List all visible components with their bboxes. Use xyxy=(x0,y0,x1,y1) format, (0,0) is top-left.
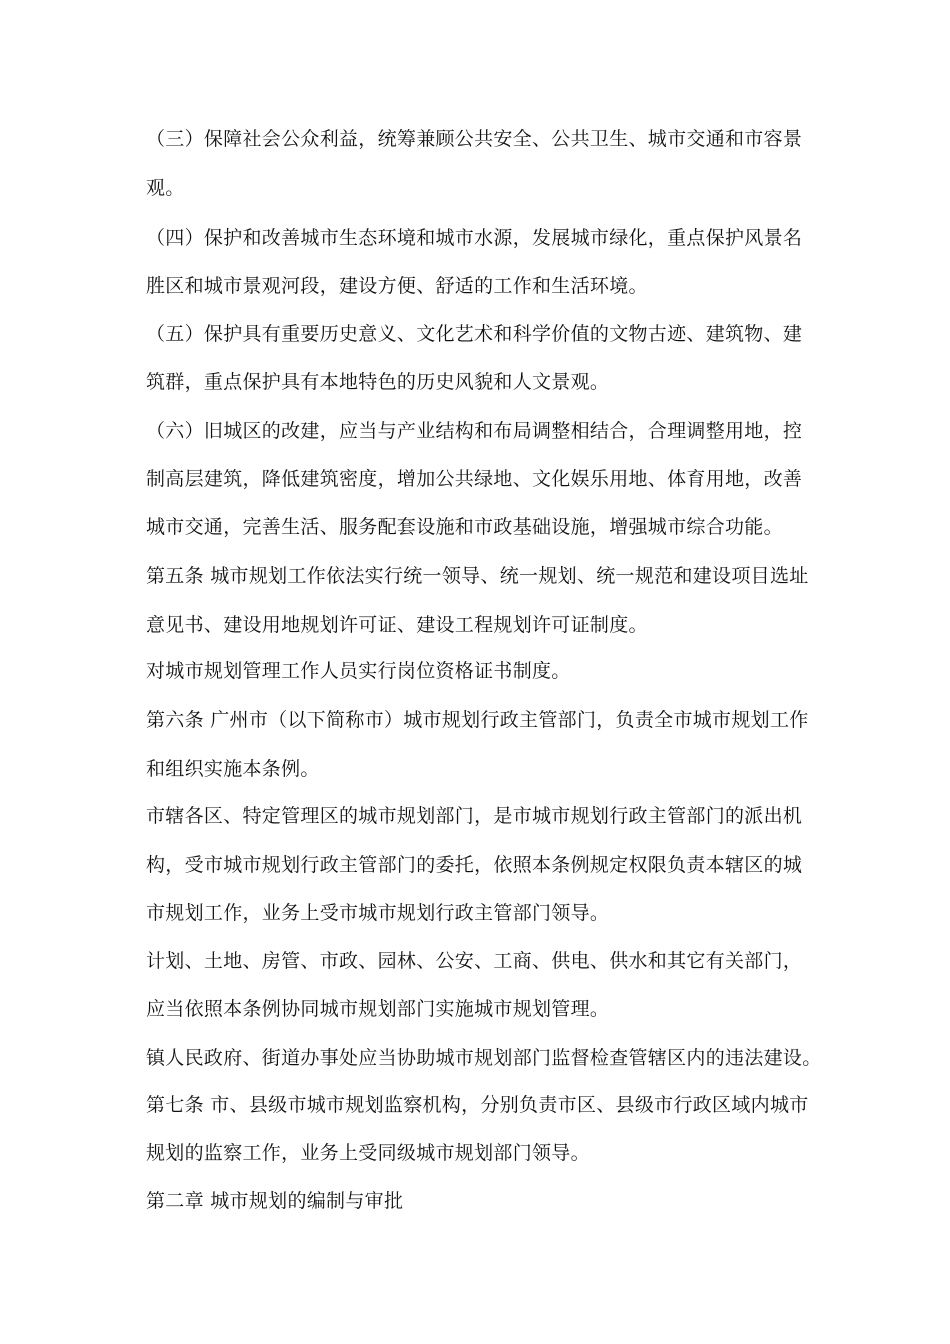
text-line: 市规划工作，业务上受市城市规划行政主管部门领导。 xyxy=(146,902,610,924)
article-line: 第七条 市、县级市城市规划监察机构，分别负责市区、县级市行政区域内城市 xyxy=(146,1094,809,1116)
text-line: 规划的监察工作，业务上受同级城市规划部门领导。 xyxy=(146,1142,590,1164)
text-line: （三）保障社会公众利益，统筹兼顾公共安全、公共卫生、城市交通和市容景 xyxy=(146,128,803,150)
text-line: 市辖各区、特定管理区的城市规划部门，是市城市规划行政主管部门的派出机 xyxy=(146,805,803,827)
text-line: 城市交通，完善生活、服务配套设施和市政基础设施，增强城市综合功能。 xyxy=(146,516,783,538)
text-line: （六）旧城区的改建，应当与产业结构和布局调整相结合，合理调整用地，控 xyxy=(146,420,803,442)
text-line: 意见书、建设用地规划许可证、建设工程规划许可证制度。 xyxy=(146,614,648,636)
text-line: 计划、土地、房管、市政、园林、公安、工商、供电、供水和其它有关部门， xyxy=(146,950,803,972)
chapter-heading: 第二章 城市规划的编制与审批 xyxy=(146,1190,404,1212)
text-line: 应当依照本条例协同城市规划部门实施城市规划管理。 xyxy=(146,998,610,1020)
text-line: 和组织实施本条例。 xyxy=(146,758,320,780)
text-line: 制高层建筑，降低建筑密度，增加公共绿地、文化娱乐用地、体育用地，改善 xyxy=(146,468,803,490)
article-line: 第五条 城市规划工作依法实行统一领导、统一规划、统一规范和建设项目选址 xyxy=(146,565,809,587)
text-line: 观。 xyxy=(146,177,185,199)
text-line: 对城市规划管理工作人员实行岗位资格证书制度。 xyxy=(146,660,571,682)
text-line: （四）保护和改善城市生态环境和城市水源，发展城市绿化，重点保护风景名 xyxy=(146,227,803,249)
text-line: 筑群，重点保护具有本地特色的历史风貌和人文景观。 xyxy=(146,371,610,393)
text-line: （五）保护具有重要历史意义、文化艺术和科学价值的文物古迹、建筑物、建 xyxy=(146,323,803,345)
text-line: 胜区和城市景观河段，建设方便、舒适的工作和生活环境。 xyxy=(146,275,648,297)
text-line: 构，受市城市规划行政主管部门的委托，依照本条例规定权限负责本辖区的城 xyxy=(146,854,803,876)
text-line: 镇人民政府、街道办事处应当协助城市规划部门监督检查管辖区内的违法建设。 xyxy=(146,1047,822,1069)
article-line: 第六条 广州市（以下简称市）城市规划行政主管部门，负责全市城市规划工作 xyxy=(146,709,809,731)
